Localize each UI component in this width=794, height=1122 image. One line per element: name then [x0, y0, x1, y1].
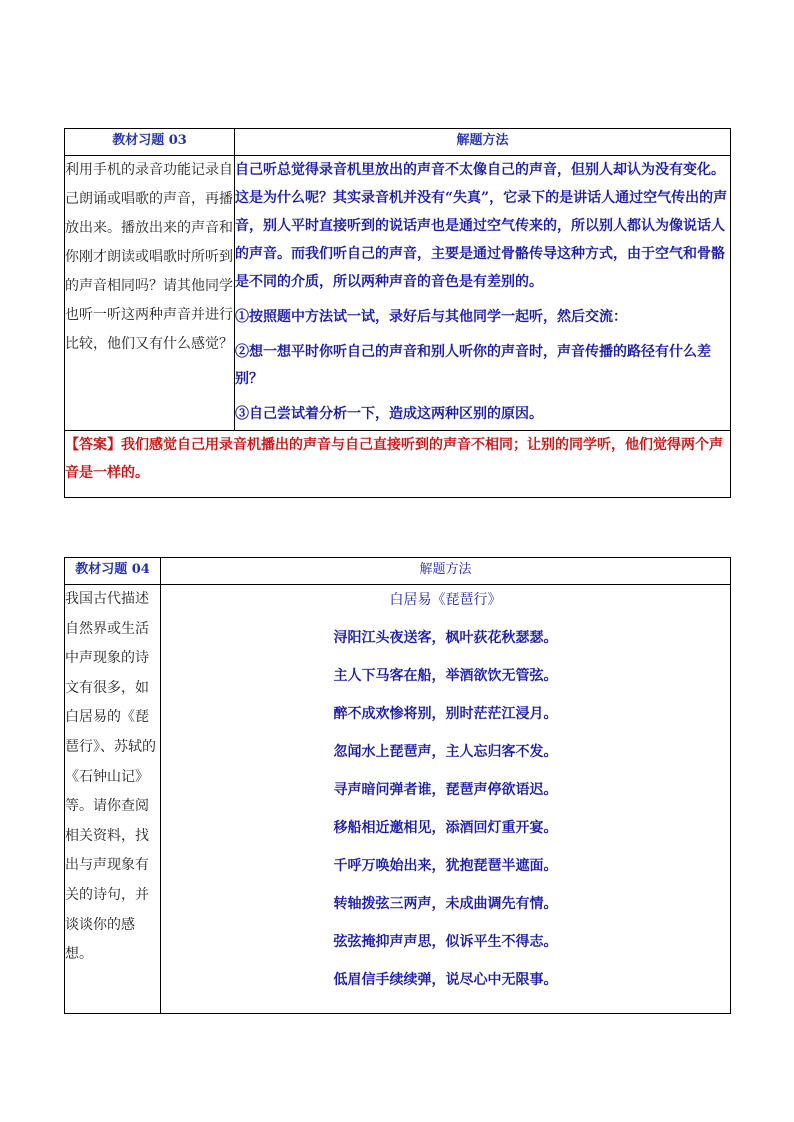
poem-line: 转轴拨弦三两声，未成曲调先有情。 [333, 896, 558, 912]
poem-line: 醉不成欢惨将别，别时茫茫江浸月。 [333, 706, 558, 722]
answer-text: 我们感觉自己用录音机播出的声音与自己直接听到的声音不相同；让别的同学听，他们觉得两个声音是一样的。 [65, 437, 723, 481]
poem-line: 寻声暗问弹者谁，琵琶声停欲语迟。 [333, 782, 558, 798]
exercise-03-answer [65, 431, 731, 498]
exercise-04-method-header: 解题方法 [161, 558, 731, 585]
exercise-04-method [161, 585, 731, 1014]
exercise-03-label: 教材习题 03 [65, 129, 235, 156]
method-step-2: ②想一想平时你听自己的声音和别人听你的声音时，声音传播的路径有什么差别？ [235, 344, 711, 387]
poem-line: 移船相近邀相见，添酒回灯重开宴。 [333, 820, 558, 836]
poem-line: 低眉信手续续弹，说尽心中无限事。 [333, 972, 558, 988]
exercise-04-label: 教材习题 04 [65, 558, 161, 585]
poem-title: 白居易《琵琶行》 [389, 592, 502, 608]
poem-line: 主人下马客在船，举酒欲饮无管弦。 [333, 668, 558, 684]
exercise-03-method [235, 156, 731, 431]
method-paragraph: 自己听总觉得录音机里放出的声音不太像自己的声音，但别人却认为没有变化。这是为什么呢？其实录音机并没有“失真”，它录下的是讲话人通过空气传出的声音，别人平时直接听到的说话声也是通过空气传来的，所以别人都认为像说话人的声音。而我们听自己的声音，主要是通过骨骼传导这种方式，由于空气和骨骼是不同的介质，所以两种声音的音色是有差别的。 [235, 162, 728, 290]
poem-line: 浔阳江头夜送客，枫叶荻花秋瑟瑟。 [333, 630, 558, 646]
exercise-04-question: 我国古代描述自然界或生活中声现象的诗文有很多，如白居易的《琵琶行》、苏轼的《石钟山记》等。请你查阅相关资料，找出与声现象有关的诗句，并谈谈你的感想。 [65, 585, 161, 1014]
method-step-1: ①按照题中方法试一试，录好后与其他同学一起听，然后交流： [235, 309, 627, 325]
poem-line: 千呼万唤始出来，犹抱琵琶半遮面。 [333, 858, 558, 874]
method-step-3: ③自己尝试着分析一下，造成这两种区别的原因。 [235, 406, 543, 422]
exercise-03-question: 利用手机的录音功能记录自己朗诵或唱歌的声音，再播放出来。播放出来的声音和你刚才朗读或唱歌时所听到的声音相同吗？请其他同学也听一听这两种声音并进行比较，他们又有什么感觉？ [65, 156, 235, 431]
exercise-03-method-header: 解题方法 [235, 129, 731, 156]
exercise-03-table [64, 128, 731, 498]
poem-line: 忽闻水上琵琶声，主人忘归客不发。 [333, 744, 558, 760]
poem-line: 弦弦掩抑声声思，似诉平生不得志。 [333, 934, 558, 950]
answer-tag: 【答案】 [65, 437, 121, 453]
exercise-04-table [64, 557, 731, 1014]
